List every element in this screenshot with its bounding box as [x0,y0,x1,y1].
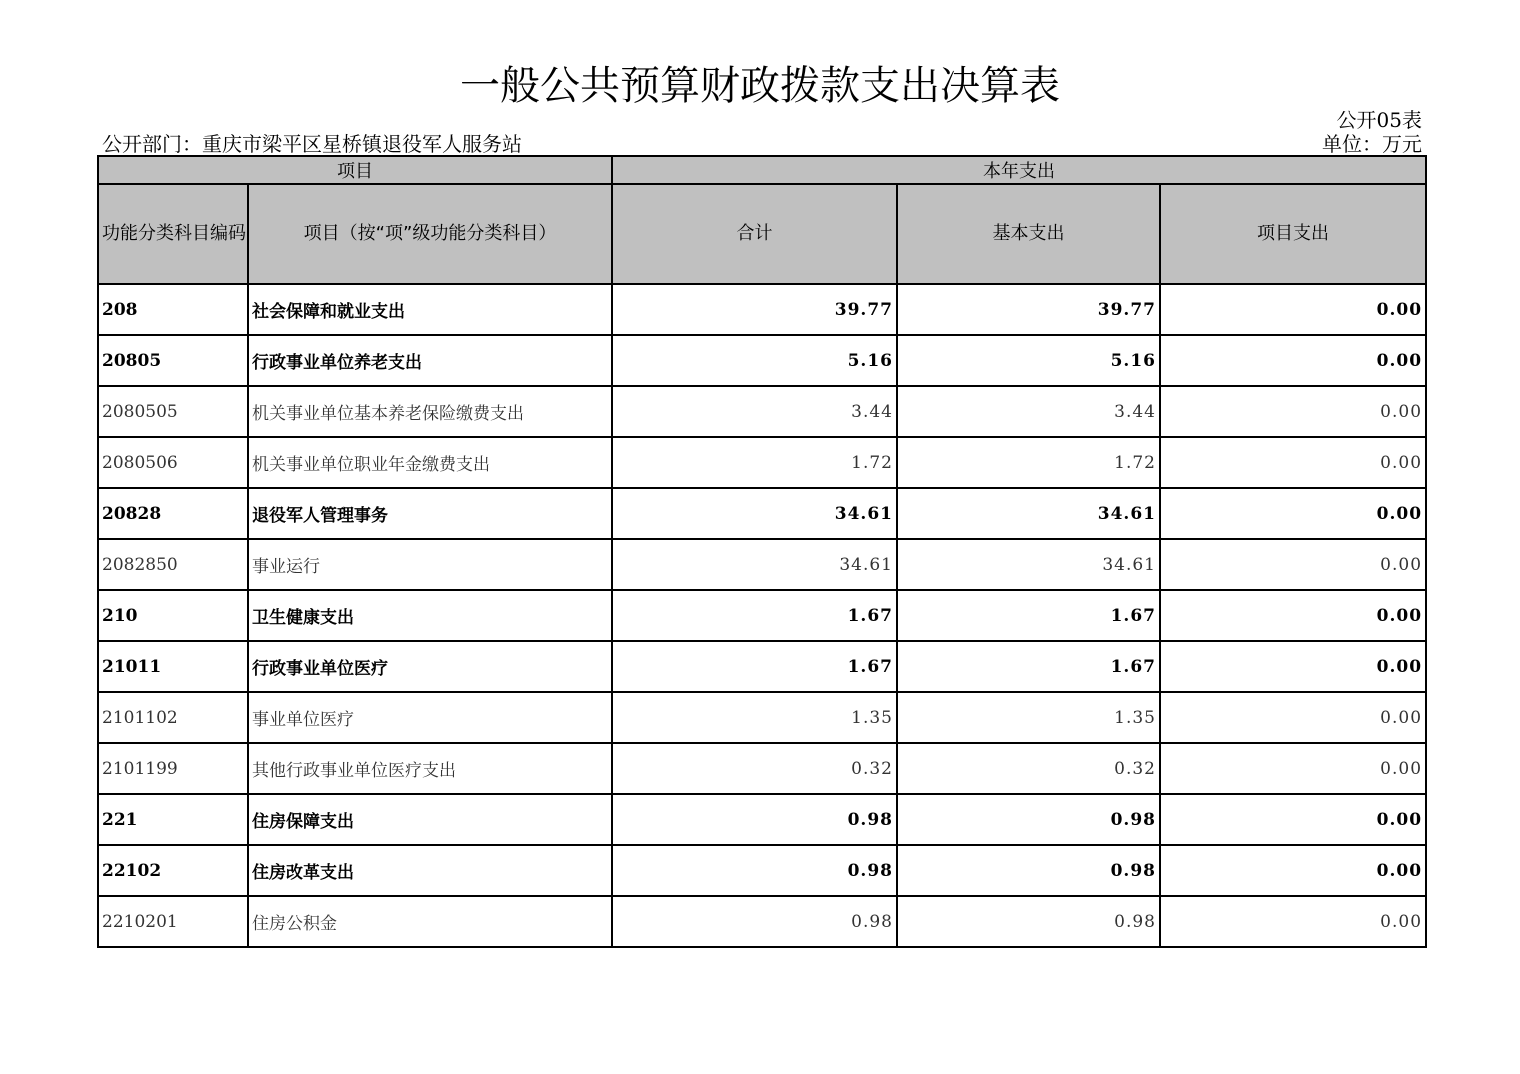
cell-name: 卫生健康支出 [248,590,612,641]
cell-total: 5.16 [612,335,897,386]
cell-project: 0.00 [1160,743,1426,794]
cell-basic: 0.98 [897,896,1160,947]
cell-total: 1.67 [612,590,897,641]
form-number: 公开05表 [1336,108,1422,132]
cell-basic: 1.67 [897,590,1160,641]
table-row [98,845,1426,896]
budget-table [97,155,1427,948]
column-header-project: 项目支出 [1160,184,1426,284]
cell-code: 2082850 [98,539,248,590]
cell-basic: 1.35 [897,692,1160,743]
cell-code: 2101102 [98,692,248,743]
column-header-basic: 基本支出 [897,184,1160,284]
cell-project: 0.00 [1160,539,1426,590]
cell-project: 0.00 [1160,641,1426,692]
cell-project: 0.00 [1160,488,1426,539]
cell-code: 20805 [98,335,248,386]
cell-code: 2210201 [98,896,248,947]
unit-label: 单位：万元 [1322,132,1422,156]
cell-basic: 34.61 [897,488,1160,539]
cell-basic: 0.98 [897,845,1160,896]
cell-code: 2101199 [98,743,248,794]
column-header-code: 功能分类科目编码 [98,184,248,284]
cell-project: 0.00 [1160,896,1426,947]
cell-total: 0.98 [612,794,897,845]
table-row [98,641,1426,692]
cell-name: 事业运行 [248,539,612,590]
cell-name: 机关事业单位职业年金缴费支出 [248,437,612,488]
cell-basic: 34.61 [897,539,1160,590]
table-body [98,284,1426,947]
table-row [98,488,1426,539]
cell-total: 1.35 [612,692,897,743]
department-label: 公开部门：重庆市梁平区星桥镇退役军人服务站 [102,132,522,156]
cell-code: 210 [98,590,248,641]
cell-basic: 3.44 [897,386,1160,437]
cell-code: 22102 [98,845,248,896]
table-row [98,386,1426,437]
table-row [98,743,1426,794]
cell-name: 事业单位医疗 [248,692,612,743]
cell-total: 0.98 [612,845,897,896]
table-row [98,335,1426,386]
cell-code: 21011 [98,641,248,692]
cell-project: 0.00 [1160,845,1426,896]
table-row [98,284,1426,335]
cell-total: 0.32 [612,743,897,794]
table-row [98,896,1426,947]
cell-code: 2080505 [98,386,248,437]
cell-name: 行政事业单位医疗 [248,641,612,692]
cell-project: 0.00 [1160,335,1426,386]
group-header-item: 项目 [98,156,612,184]
table-row [98,539,1426,590]
cell-name: 其他行政事业单位医疗支出 [248,743,612,794]
cell-name: 住房保障支出 [248,794,612,845]
cell-name: 住房公积金 [248,896,612,947]
cell-total: 3.44 [612,386,897,437]
cell-code: 221 [98,794,248,845]
cell-total: 0.98 [612,896,897,947]
cell-basic: 39.77 [897,284,1160,335]
column-header-row [98,184,1426,284]
table-row [98,437,1426,488]
cell-basic: 0.98 [897,794,1160,845]
cell-project: 0.00 [1160,692,1426,743]
cell-total: 34.61 [612,539,897,590]
cell-project: 0.00 [1160,284,1426,335]
cell-project: 0.00 [1160,437,1426,488]
cell-name: 行政事业单位养老支出 [248,335,612,386]
cell-total: 39.77 [612,284,897,335]
cell-name: 机关事业单位基本养老保险缴费支出 [248,386,612,437]
table-row [98,692,1426,743]
cell-code: 20828 [98,488,248,539]
group-header-current-year: 本年支出 [612,156,1426,184]
page-title: 一般公共预算财政拨款支出决算表 [460,63,1060,109]
column-header-total: 合计 [612,184,897,284]
cell-basic: 0.32 [897,743,1160,794]
cell-total: 1.72 [612,437,897,488]
cell-code: 2080506 [98,437,248,488]
cell-project: 0.00 [1160,794,1426,845]
table-row [98,794,1426,845]
cell-name: 住房改革支出 [248,845,612,896]
cell-name: 社会保障和就业支出 [248,284,612,335]
cell-project: 0.00 [1160,590,1426,641]
cell-total: 34.61 [612,488,897,539]
group-header-row [98,156,1426,184]
cell-name: 退役军人管理事务 [248,488,612,539]
cell-project: 0.00 [1160,386,1426,437]
cell-basic: 1.67 [897,641,1160,692]
cell-total: 1.67 [612,641,897,692]
table-row [98,590,1426,641]
cell-basic: 1.72 [897,437,1160,488]
cell-basic: 5.16 [897,335,1160,386]
cell-code: 208 [98,284,248,335]
column-header-name: 项目（按“项”级功能分类科目） [248,184,612,284]
